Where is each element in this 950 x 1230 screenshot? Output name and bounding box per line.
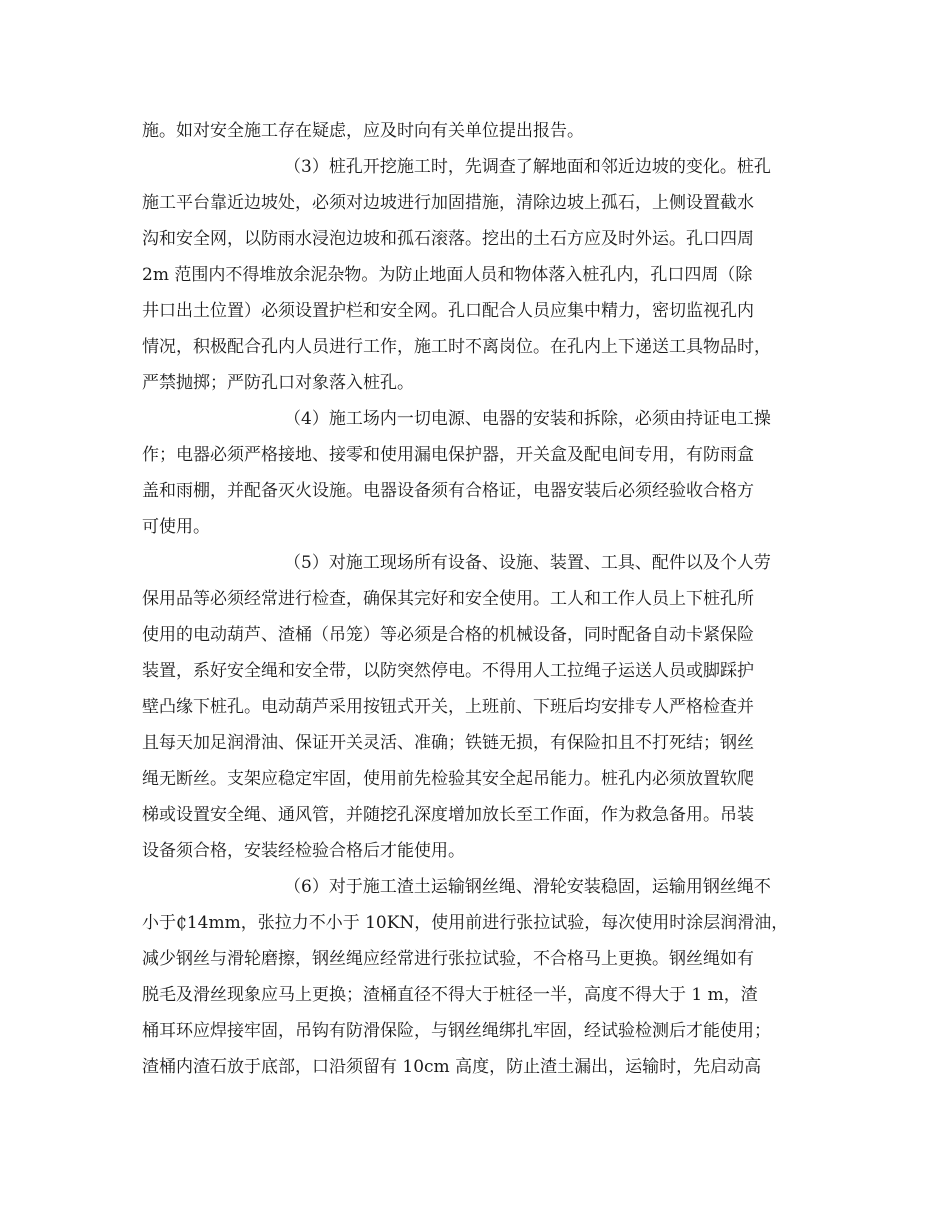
text-line: 盖和雨棚，并配备灭火设施。电器设备须有合格证，电器安装后必须经验收合格方 — [142, 481, 754, 501]
text-line: 减少钢丝与滑轮磨擦，钢丝绳应经常进行张拉试验，不合格马上更换。钢丝绳如有 — [142, 949, 754, 969]
text-line: 2m 范围内不得堆放余泥杂物。为防止地面人员和物体落入桩孔内，孔口四周（除 — [142, 265, 753, 285]
text-line: 井口出土位置）必须设置护栏和安全网。孔口配合人员应集中精力，密切监视孔内 — [142, 301, 754, 321]
text-line: 作；电器必须严格接地、接零和使用漏电保护器，开关盒及配电间专用，有防雨盒 — [142, 445, 754, 465]
text-line: 桶耳环应焊接牢固，吊钩有防滑保险，与钢丝绳绑扎牢固，经试验检测后才能使用； — [142, 1021, 771, 1041]
text-line: 使用的电动葫芦、渣桶（吊笼）等必须是合格的机械设备，同时配备自动卡紧保险 — [142, 625, 754, 645]
text-line: 沟和安全网，以防雨水浸泡边坡和孤石滚落。挖出的土石方应及时外运。孔口四周 — [142, 229, 754, 249]
text-line: 壁凸缘下桩孔。电动葫芦采用按钮式开关，上班前、下班后均安排专人严格检查并 — [142, 697, 754, 717]
paragraph-first-line: （4）施工场内一切电源、电器的安装和拆除，必须由持证电工操 — [284, 409, 771, 429]
body-text — [142, 113, 832, 1085]
text-line: 绳无断丝。支架应稳定牢固，使用前先检验其安全起吊能力。桩孔内必须放置软爬 — [142, 769, 754, 789]
text-line: 且每天加足润滑油、保证开关灵活、准确；铁链无损，有保险扣且不打死结；钢丝 — [142, 733, 754, 753]
text-line: 情况，积极配合孔内人员进行工作，施工时不离岗位。在孔内上下递送工具物品时， — [142, 337, 771, 357]
text-line: 脱毛及滑丝现象应马上更换；渣桶直径不得大于桩径一半，高度不得大于 1 m，渣 — [142, 985, 758, 1005]
text-line: 设备须合格，安装经检验合格后才能使用。 — [142, 841, 465, 861]
text-line: 装置，系好安全绳和安全带，以防突然停电。不得用人工拉绳子运送人员或脚踩护 — [142, 661, 754, 681]
text-line: 施工平台靠近边坡处，必须对边坡进行加固措施，清除边坡上孤石，上侧设置截水 — [142, 193, 754, 213]
paragraph-first-line: （3）桩孔开挖施工时，先调查了解地面和邻近边坡的变化。桩孔 — [284, 157, 771, 177]
text-line: 小于₵14mm，张拉力不小于 10KN，使用前进行张拉试验，每次使用时涂层润滑油， — [142, 913, 789, 933]
text-line: 施。如对安全施工存在疑虑，应及时向有关单位提出报告。 — [142, 121, 584, 141]
text-line: 保用品等必须经常进行检查，确保其完好和安全使用。工人和工作人员上下桩孔所 — [142, 589, 754, 609]
text-line: 严禁抛掷；严防孔口对象落入桩孔。 — [142, 373, 414, 393]
text-line: 渣桶内渣石放于底部，口沿须留有 10cm 高度，防止渣土漏出，运输时，先启动高 — [142, 1057, 762, 1077]
paragraph-first-line: （5）对施工现场所有设备、设施、装置、工具、配件以及个人劳 — [284, 553, 771, 573]
text-line: 梯或设置安全绳、通风管，并随挖孔深度增加放长至工作面，作为救急备用。吊装 — [142, 805, 754, 825]
text-line: 可使用。 — [142, 517, 210, 537]
paragraph-first-line: （6）对于施工渣土运输钢丝绳、滑轮安装稳固，运输用钢丝绳不 — [284, 877, 771, 897]
